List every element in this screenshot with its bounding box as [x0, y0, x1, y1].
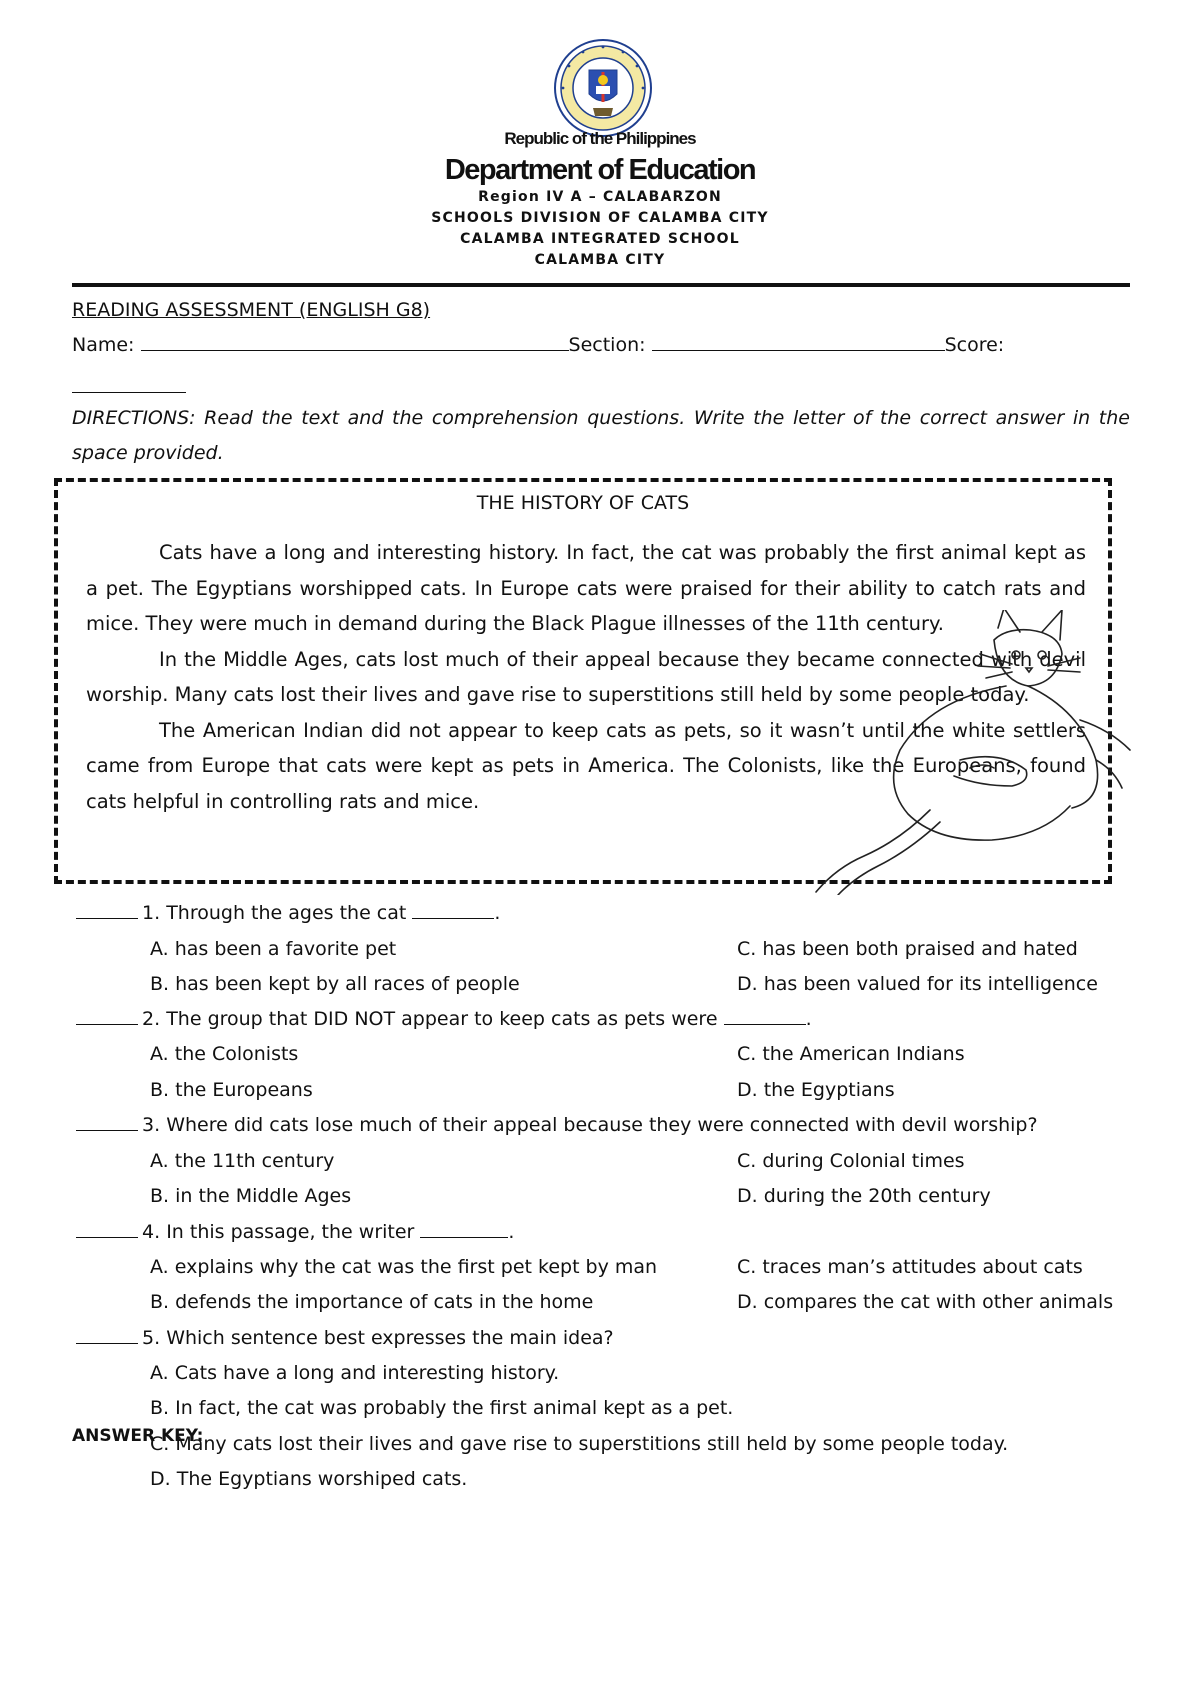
score-label: Score:: [944, 334, 1005, 356]
question-number: 2.: [142, 1008, 161, 1030]
fill-blank: [724, 1024, 806, 1025]
option-b[interactable]: B. the Europeans: [150, 1079, 313, 1101]
option-d[interactable]: D. the Egyptians: [737, 1079, 895, 1101]
answer-field[interactable]: [76, 1343, 138, 1344]
question-1: [76, 902, 500, 924]
name-field[interactable]: [141, 349, 569, 351]
fill-blank: [412, 918, 494, 919]
option-a[interactable]: A. Cats have a long and interesting history.: [150, 1362, 560, 1384]
option-a[interactable]: A. the 11th century: [150, 1150, 335, 1172]
section-field[interactable]: [652, 349, 945, 351]
option-a[interactable]: A. has been a favorite pet: [150, 938, 397, 960]
option-d[interactable]: D. compares the cat with other animals: [737, 1291, 1114, 1313]
republic-heading: Republic of the Philippines: [504, 129, 696, 148]
question-number: 1.: [142, 902, 161, 924]
division-heading: SCHOOLS DIVISION OF CALAMBA CITY: [431, 210, 769, 226]
option-d[interactable]: D. The Egyptians worshiped cats.: [150, 1468, 468, 1490]
option-a[interactable]: A. the Colonists: [150, 1043, 299, 1065]
question-end: .: [494, 902, 501, 924]
option-c[interactable]: C. Many cats lost their lives and gave rise to superstitions still held by some people today.: [150, 1433, 1009, 1455]
region-heading: Region IV A – CALABARZON: [478, 189, 722, 205]
option-c[interactable]: C. has been both praised and hated: [737, 938, 1078, 960]
question-text: Which sentence best expresses the main idea?: [166, 1327, 614, 1349]
question-text: Through the ages the cat: [166, 902, 407, 924]
header-divider: [72, 283, 1130, 287]
answer-field[interactable]: [76, 1024, 138, 1025]
option-b[interactable]: B. defends the importance of cats in the home: [150, 1291, 594, 1313]
assessment-title: READING ASSESSMENT (ENGLISH G8): [72, 299, 431, 321]
department-heading: Department of Education: [444, 154, 756, 186]
cat-illustration: [780, 610, 1135, 895]
option-a[interactable]: A. explains why the cat was the first pet kept by man: [150, 1256, 658, 1278]
answer-field[interactable]: [76, 1237, 138, 1238]
city-heading: CALAMBA CITY: [534, 252, 666, 268]
option-b[interactable]: B. In fact, the cat was probably the first animal kept as a pet.: [150, 1397, 734, 1419]
option-d[interactable]: D. during the 20th century: [737, 1185, 991, 1207]
score-field[interactable]: [72, 392, 186, 393]
question-number: 3.: [142, 1114, 161, 1136]
answer-key-label: ANSWER KEY:: [72, 1426, 204, 1446]
question-text: In this passage, the writer: [166, 1221, 415, 1243]
question-number: 4.: [142, 1221, 161, 1243]
deped-seal-logo: [553, 38, 653, 138]
answer-field[interactable]: [76, 1130, 138, 1131]
option-c[interactable]: C. during Colonial times: [737, 1150, 965, 1172]
question-end: .: [508, 1221, 515, 1243]
name-label: Name:: [72, 334, 135, 356]
fill-blank: [420, 1237, 508, 1238]
question-4: [76, 1221, 514, 1243]
question-3: [76, 1114, 1038, 1136]
question-2: [76, 1008, 812, 1030]
story-paragraph: In the Middle Ages, cats lost much of their appeal because they became connected with devil worship. Many cats lost their lives and gave rise to superstitions still held by some people today.: [86, 647, 1086, 706]
directions-text: DIRECTIONS: Read the text and the comprehension questions. Write the letter of the correct answer in the space provided.: [72, 407, 1130, 464]
question-5: [76, 1327, 614, 1349]
question-end: .: [805, 1008, 812, 1030]
question-text: The group that DID NOT appear to keep cats as pets were: [166, 1008, 718, 1030]
story-paragraph: Cats have a long and interesting history. In fact, the cat was probably the first animal kept as a pet. The Egyptians worshipped cats. In Europe cats were praised for their ability to catch rats and mice. They were much in demand during the Black Plague illnesses of the 11th century.: [86, 541, 1086, 635]
option-b[interactable]: B. in the Middle Ages: [150, 1185, 352, 1207]
option-c[interactable]: C. the American Indians: [737, 1043, 965, 1065]
section-label: Section:: [568, 334, 646, 356]
story-paragraph: The American Indian did not appear to keep cats as pets, so it wasn’t until the white settlers came from Europe that cats were kept as pets in America. The Colonists, like the Europeans, found cats helpful in controlling rats and mice.: [86, 718, 1086, 813]
question-text: Where did cats lose much of their appeal because they were connected with devil worship?: [166, 1114, 1038, 1136]
option-d[interactable]: D. has been valued for its intelligence: [737, 973, 1098, 995]
option-c[interactable]: C. traces man’s attitudes about cats: [737, 1256, 1083, 1278]
school-heading: CALAMBA INTEGRATED SCHOOL: [460, 231, 740, 247]
student-info-row: [72, 334, 1004, 356]
question-number: 5.: [142, 1327, 161, 1349]
answer-field[interactable]: [76, 918, 138, 919]
story-title: THE HISTORY OF CATS: [476, 492, 690, 514]
option-b[interactable]: B. has been kept by all races of people: [150, 973, 520, 995]
